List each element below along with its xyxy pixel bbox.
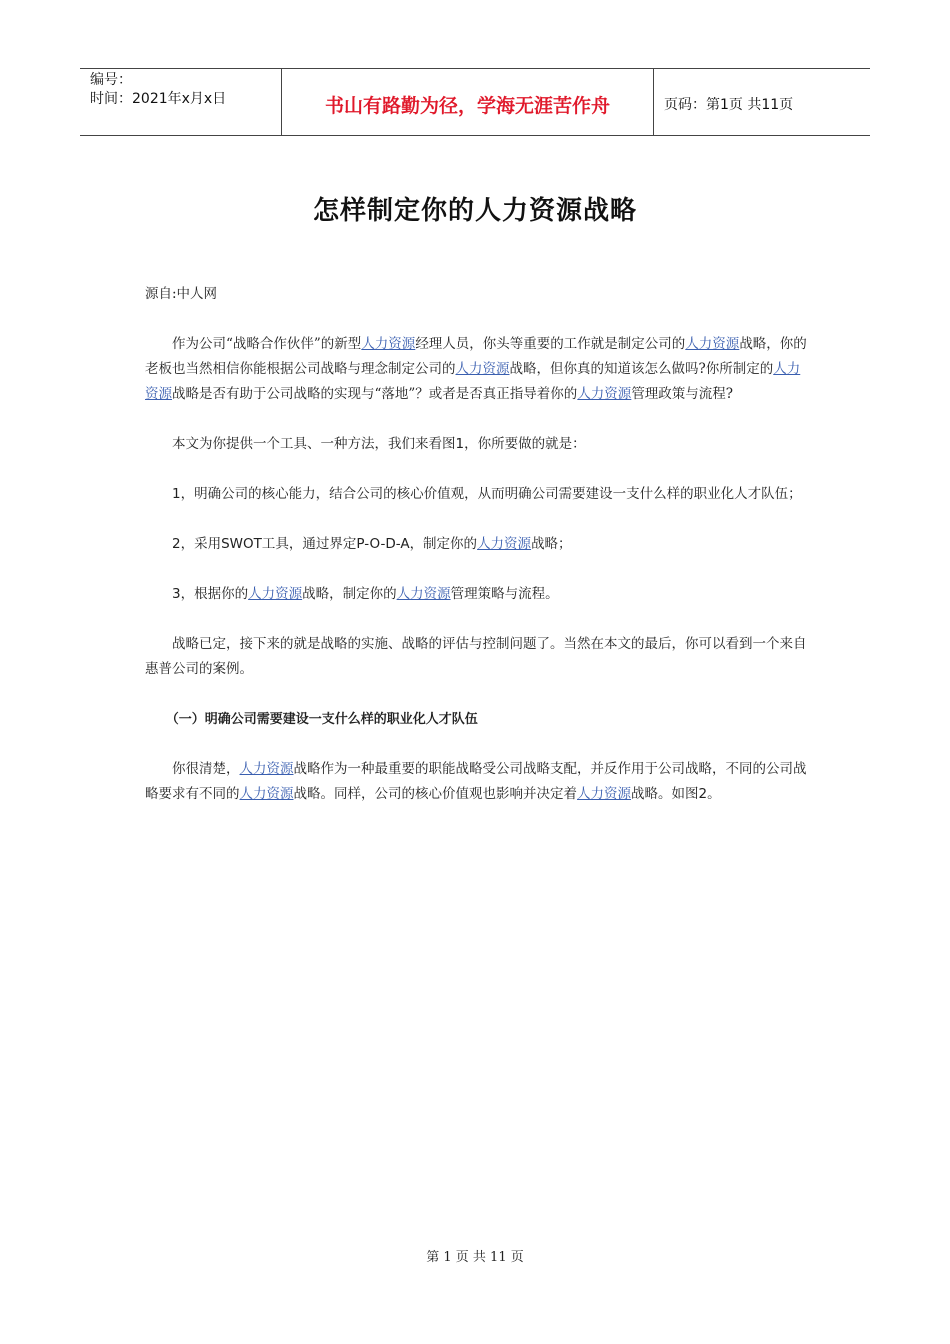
paragraph-2: 本文为你提供一个工具、一种方法，我们来看图1，你所要做的就是： [172, 436, 586, 452]
header-meta [80, 69, 281, 135]
hr-link[interactable]: 人力资源 [396, 586, 451, 602]
hr-link[interactable]: 人力资源 [361, 336, 416, 352]
hr-link[interactable]: 人力资源 [455, 361, 510, 377]
hr-link[interactable]: 人力资源 [685, 336, 740, 352]
number-label: 编号： [90, 72, 132, 88]
source-line: 源自:中人网 [145, 286, 218, 302]
paragraph-5: 3，根据你的人力资源战略，制定你的人力资源管理策略与流程。 [172, 586, 559, 602]
header-table [80, 68, 870, 136]
hr-link[interactable]: 人力资源 [145, 361, 801, 402]
hr-link[interactable]: 人力资源 [577, 786, 631, 802]
header-motto: 书山有路勤为径，学海无涯苦作舟 [281, 69, 654, 135]
paragraph-4: 2，采用SWOT工具，通过界定P-O-D-A，制定你的人力资源战略； [172, 536, 572, 552]
hr-link[interactable]: 人力资源 [239, 761, 294, 777]
paragraph-7: 你很清楚，人力资源战略作为一种最重要的职能战略受公司战略支配，并反作用于公司战略，不同的公司战略要求有不同的人力资源战略。同样，公司的核心价值观也影响并决定着人力资源战略。如图2。 [145, 761, 807, 802]
section-heading: （一）明确公司需要建设一支什么样的职业化人才队伍 [165, 712, 478, 727]
paragraph-1: 作为公司“战略合作伙伴”的新型人力资源经理人员，你头等重要的工作就是制定公司的人力资源战略，你的老板也当然相信你能根据公司战略与理念制定公司的人力资源战略，但你真的知道该怎么做吗?你所制定的人力资源战略是否有助于公司战略的实现与“落地”？或者是否真正指导着你的人力资源管理政策与流程? [145, 336, 807, 402]
document-title: 怎样制定你的人力资源战略 [312, 196, 637, 226]
hr-link[interactable]: 人力资源 [477, 536, 532, 552]
time-label: 时间：2021年x月x日 [90, 91, 227, 107]
hr-link[interactable]: 人力资源 [577, 386, 632, 402]
document-body [145, 282, 807, 832]
paragraph-3: 1，明确公司的核心能力，结合公司的核心价值观，从而明确公司需要建设一支什么样的职业化人才队伍； [172, 486, 802, 502]
hr-link[interactable]: 人力资源 [239, 786, 294, 802]
hr-link[interactable]: 人力资源 [248, 586, 303, 602]
header-page-info: 页码：第1页 共11页 [664, 97, 794, 113]
paragraph-6: 战略已定，接下来的就是战略的实施、战略的评估与控制问题了。当然在本文的最后，你可以看到一个来自惠普公司的案例。 [145, 636, 807, 677]
page-footer: 第 1 页 共 11 页 [426, 1250, 524, 1265]
